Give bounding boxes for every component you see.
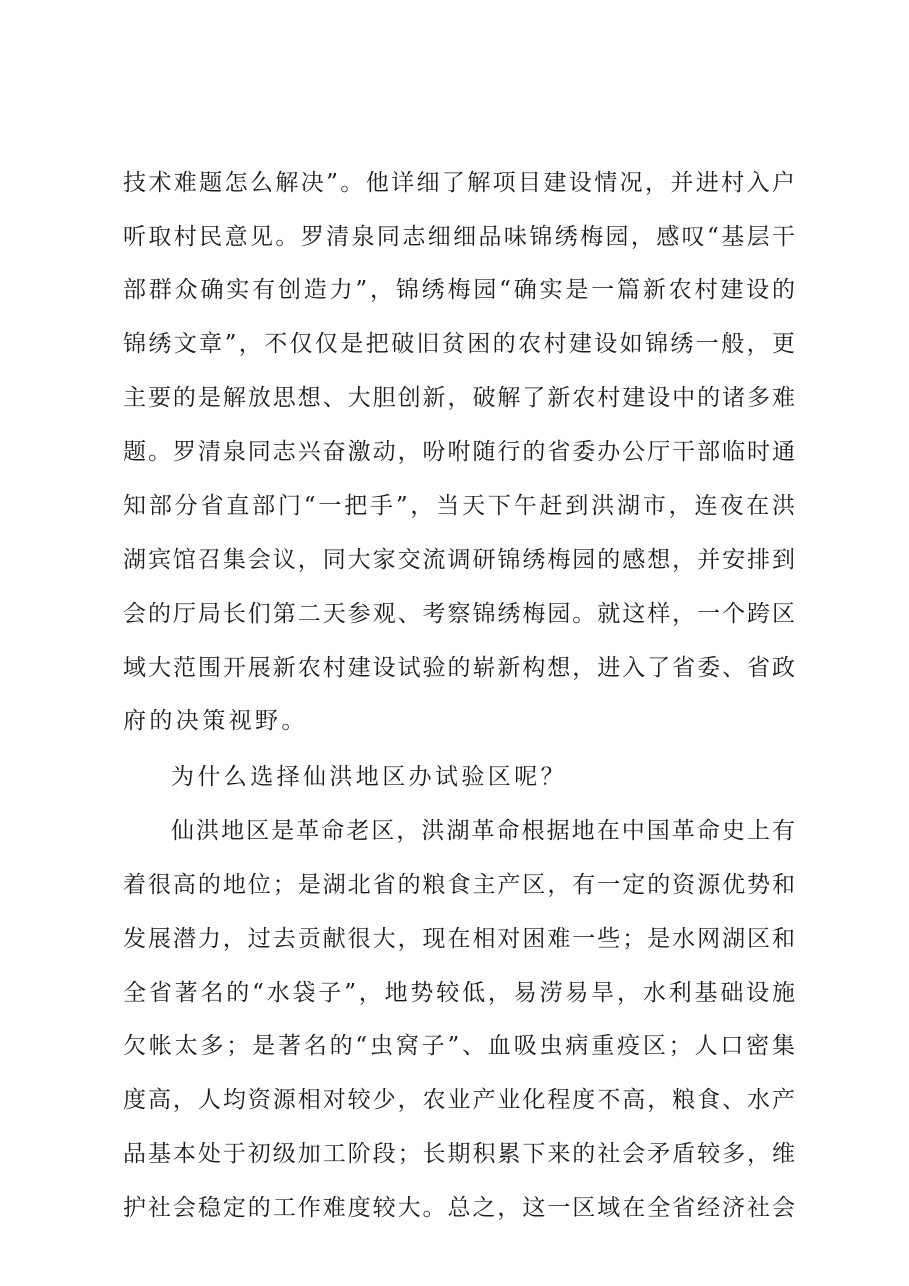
text-line: 题。罗清泉同志兴奋激动，吩咐随行的省委办公厅干部临时通: [123, 439, 795, 465]
text-line: 湖宾馆召集会议，同大家交流调研锦绣梅园的感想，并安排到: [123, 547, 795, 573]
text-line: 知部分省直部门“一把手”，当天下午赶到洪湖市，连夜在洪: [123, 493, 795, 519]
text-line: 域大范围开展新农村建设试验的崭新构想，进入了省委、省政: [123, 655, 795, 681]
text-line: 欠帐太多；是著名的“虫窝子”、血吸虫病重疫区；人口密集: [123, 1033, 795, 1059]
text-line: 度高，人均资源相对较少，农业产业化程度不高，粮食、水产: [123, 1087, 795, 1113]
text-line: 发展潜力，过去贡献很大，现在相对困难一些；是水网湖区和: [123, 926, 795, 952]
text-line: 主要的是解放思想、大胆创新，破解了新农村建设中的诸多难: [123, 385, 795, 411]
text-line: 锦绣文章”，不仅仅是把破旧贫困的农村建设如锦绣一般，更: [123, 331, 795, 357]
text-line: 品基本处于初级加工阶段；长期积累下来的社会矛盾较多，维: [123, 1141, 795, 1167]
text-line: 全省著名的“水袋子”，地势较低，易涝易旱，水利基础设施: [123, 980, 795, 1006]
paragraph-question: 为什么选择仙洪地区办试验区呢？: [171, 764, 567, 790]
text-line: 着很高的地位；是湖北省的粮食主产区，有一定的资源优势和: [123, 872, 795, 898]
text-line: 部群众确实有创造力”，锦绣梅园“确实是一篇新农村建设的: [123, 277, 795, 303]
paragraph-end-line: 府的决策视野。: [123, 708, 308, 734]
text-line: 技术难题怎么解决”。他详细了解项目建设情况，并进村入户: [123, 170, 795, 196]
text-line: 会的厅局长们第二天参观、考察锦绣梅园。就这样，一个跨区: [123, 601, 795, 627]
text-line: 听取村民意见。罗清泉同志细细品味锦绣梅园，感叹“基层干: [123, 224, 795, 250]
paragraph-first-line: 仙洪地区是革命老区，洪湖革命根据地在中国革命史上有: [171, 818, 795, 844]
text-line: 护社会稳定的工作难度较大。总之，这一区域在全省经济社会: [123, 1195, 795, 1221]
